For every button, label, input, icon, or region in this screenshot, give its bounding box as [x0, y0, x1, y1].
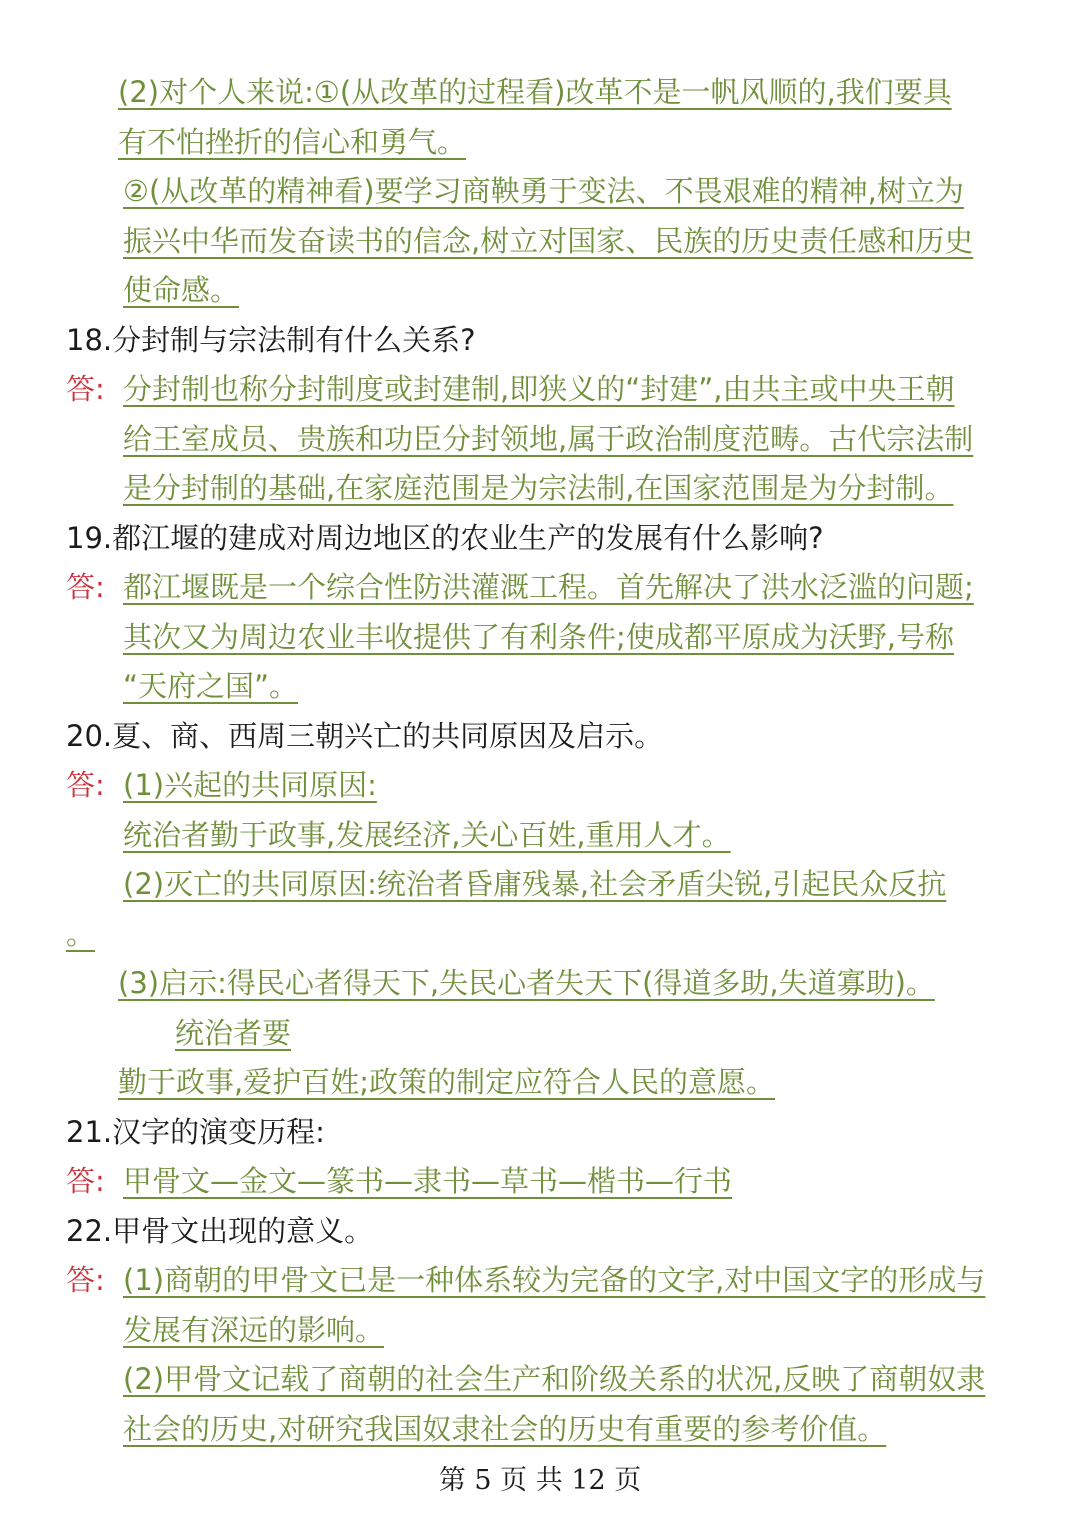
page-footer: 第 5 页 共 12 页 [438, 1465, 642, 1496]
answer-line: (3)启示:得民心者得天下,失民心者失天下(得道多助,失道寡助)。 [118, 966, 935, 1000]
question-18: 18.分封制与宗法制有什么关系? [66, 323, 476, 357]
answer-line: 统治者要 [175, 1016, 292, 1050]
answer-line: 分封制也称分封制度或封建制,即狭义的“封建”,由共主或中央王朝 [123, 372, 955, 406]
answer-line: 。 [66, 917, 96, 951]
question-19: 19.都江堰的建成对周边地区的农业生产的发展有什么影响? [66, 521, 824, 555]
answer-line: 给王室成员、贵族和功臣分封领地,属于政治制度范畴。古代宗法制 [123, 422, 974, 456]
answer-label: 答: [66, 768, 105, 802]
answer-line: 发展有深远的影响。 [123, 1313, 385, 1347]
answer-label: 答: [66, 570, 105, 604]
answer-line: 振兴中华而发奋读书的信念,树立对国家、民族的历史责任感和历史 [123, 224, 974, 258]
answer-line: 都江堰既是一个综合性防洪灌溉工程。首先解决了洪水泛滥的问题; [123, 570, 974, 604]
answer-line: 其次又为周边农业丰收提供了有利条件;使成都平原成为沃野,号称 [123, 620, 954, 654]
question-21: 21.汉字的演变历程: [66, 1115, 325, 1149]
answer-label: 答: [66, 1263, 105, 1297]
answer-line: (2)对个人来说:①(从改革的过程看)改革不是一帆风顺的,我们要具 [118, 75, 952, 109]
answer-line: (1)兴起的共同原因: [123, 768, 377, 802]
answer-line: (1)商朝的甲骨文已是一种体系较为完备的文字,对中国文字的形成与 [123, 1263, 986, 1297]
answer-line: 统治者勤于政事,发展经济,关心百姓,重用人才。 [123, 818, 731, 852]
answer-line: ②(从改革的精神看)要学习商鞅勇于变法、不畏艰难的精神,树立为 [123, 174, 964, 208]
answer-line: “天府之国”。 [123, 669, 299, 703]
answer-line: 勤于政事,爱护百姓;政策的制定应符合人民的意愿。 [118, 1065, 775, 1099]
answer-line: 是分封制的基础,在家庭范围是为宗法制,在国家范围是为分封制。 [123, 471, 954, 505]
answer-line: (2)甲骨文记载了商朝的社会生产和阶级关系的状况,反映了商朝奴隶 [123, 1362, 986, 1396]
answer-line: 有不怕挫折的信心和勇气。 [118, 125, 467, 159]
answer-line: (2)灭亡的共同原因:统治者昏庸残暴,社会矛盾尖锐,引起民众反抗 [123, 867, 947, 901]
question-22: 22.甲骨文出现的意义。 [66, 1214, 374, 1248]
answer-line: 使命感。 [123, 273, 240, 307]
answer-label: 答: [66, 1164, 105, 1198]
answer-label: 答: [66, 372, 105, 406]
answer-line: 甲骨文—金文—篆书—隶书—草书—楷书—行书 [123, 1164, 733, 1198]
question-20: 20.夏、商、西周三朝兴亡的共同原因及启示。 [66, 719, 664, 753]
answer-line: 社会的历史,对研究我国奴隶社会的历史有重要的参考价值。 [123, 1412, 887, 1446]
